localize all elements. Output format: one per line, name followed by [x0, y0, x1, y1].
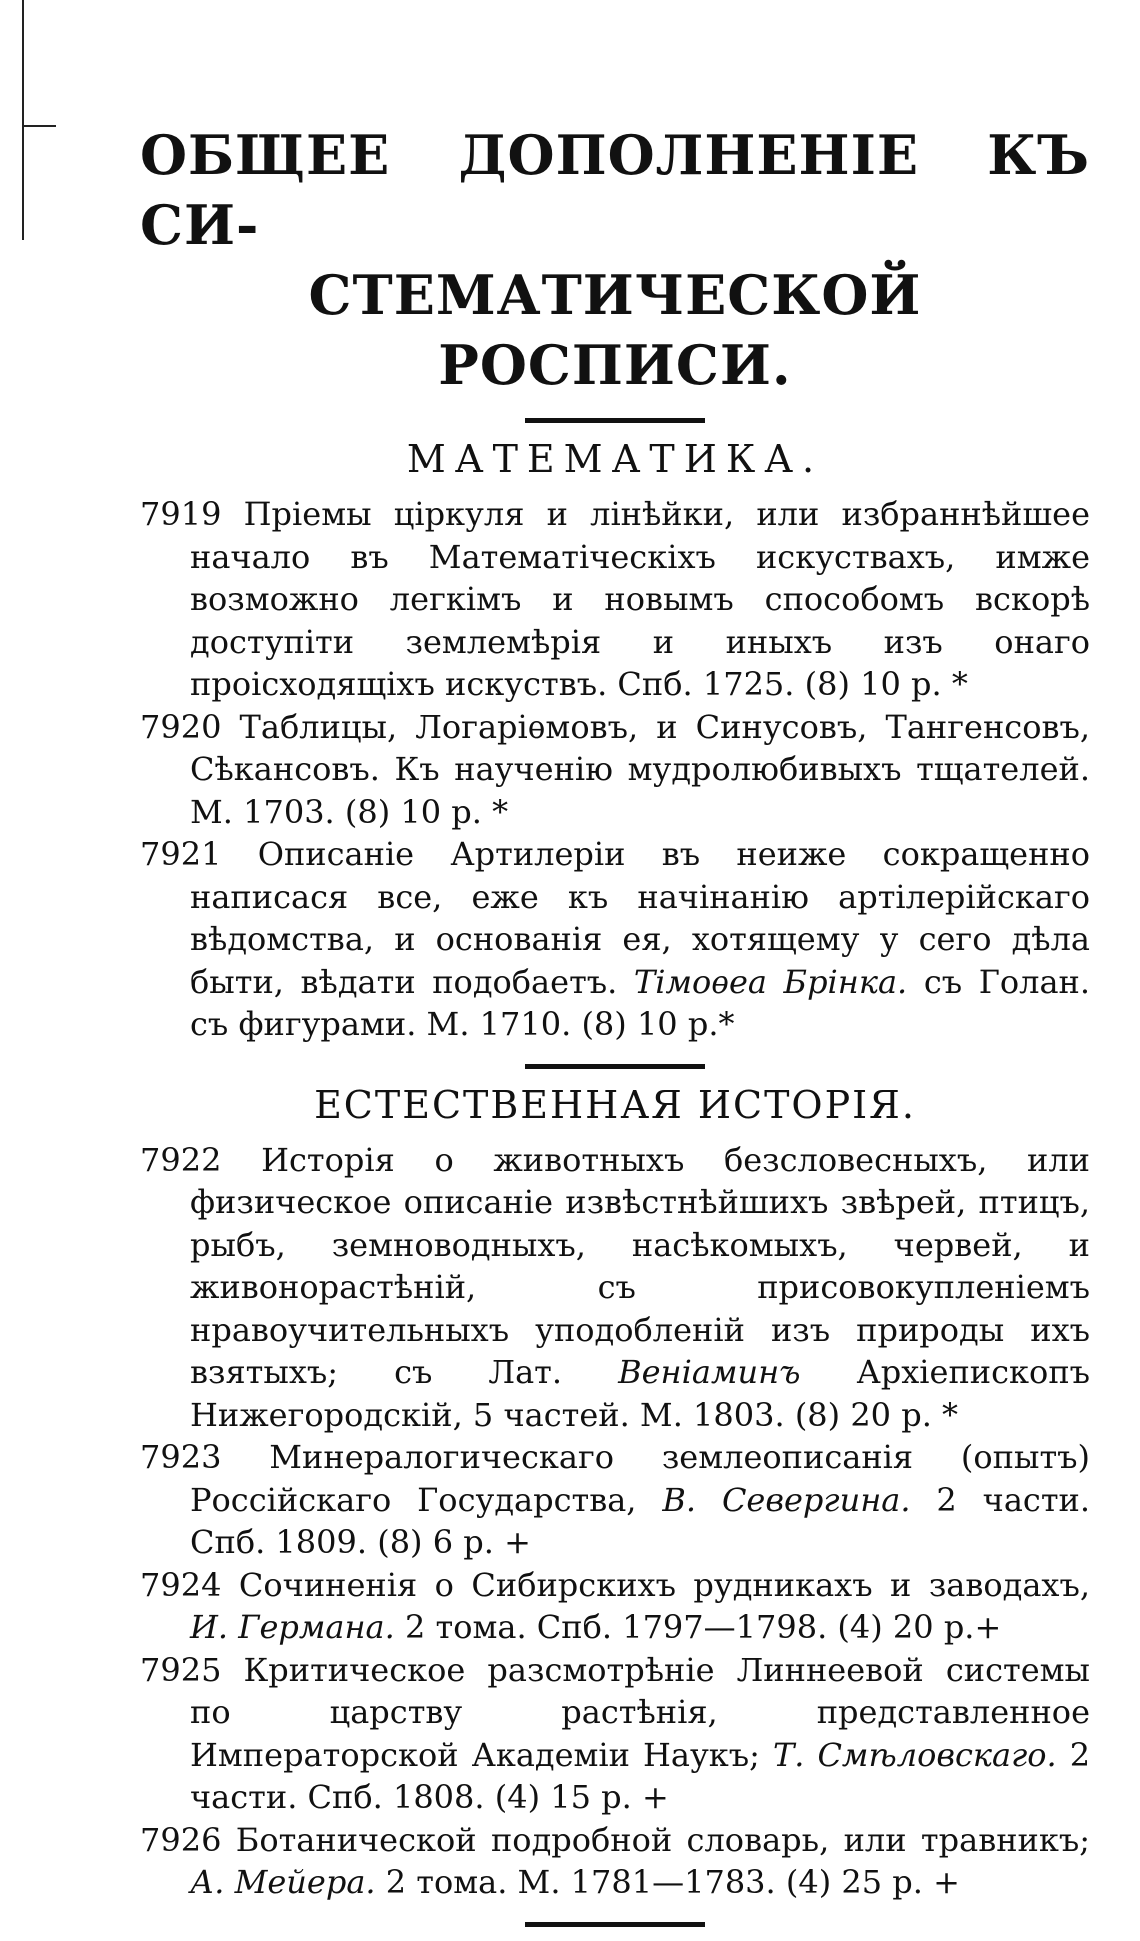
page-title — [140, 120, 1090, 400]
entry-author: В. Севергина. — [662, 1480, 911, 1519]
entry-number: 7926 — [140, 1820, 222, 1859]
entry-text: Сочиненія о Сибирскихъ рудникахъ и заводахъ, — [238, 1565, 1091, 1604]
entry-text: Исторія о животныхъ безсловесныхъ, или физическое описаніе извѣстнѣйшихъ звѣрей, птицъ, рыбъ, земноводныхъ, насѣкомыхъ, червей, и живонорастѣній, съ присовокупленіемъ нравоучительныхъ уподобленій изъ природы ихъ взятыхъ; съ Лат. — [190, 1140, 1091, 1391]
section-heading-natural-history: ЕСТЕСТВЕННАЯ ИСТОРІЯ. — [314, 1082, 916, 1127]
margin-line — [22, 0, 24, 240]
entry-author: А. Мейера. — [190, 1863, 376, 1901]
entry-number: 7925 — [140, 1650, 222, 1689]
section-heading-mathematics: МАТЕМАТИКА. — [406, 437, 824, 481]
entry-text-after: Архіепископъ Нижегородскій, 5 частей. М. 1803. (8) 20 р. * — [190, 1353, 1090, 1434]
entry-number: 7921 — [140, 835, 222, 873]
entry-text: Минералогическаго землеописанія (опытъ) Россійскаго Государства, — [190, 1438, 1091, 1519]
entry-text-after: 2 тома. М. 1781—1783. (4) 25 р. + — [385, 1863, 960, 1901]
entry-number: 7924 — [140, 1565, 222, 1604]
entry-text: Описаніе Артилеріи въ неиже сокращенно написася все, еже къ начінанію артілерійскаго вѣдомства, и основанія ея, хотящему у сего дѣла быти, вѣдати подобаетъ. — [190, 835, 1090, 1001]
divider-rule — [525, 418, 705, 423]
entry-text-after: 2 части. Спб. 1808. (4) 15 р. + — [190, 1735, 1091, 1816]
catalog-entry-7924 — [140, 1564, 1090, 1649]
entry-number: 7920 — [140, 707, 222, 746]
entry-text: Критическое разсмотрѣніе Линнеевой системы по царству растѣнія, представленное Императорской Академіи Наукъ; — [190, 1650, 1090, 1774]
entry-author: Веніаминъ — [618, 1353, 801, 1391]
catalog-entry-7925 — [140, 1649, 1090, 1819]
catalog-entry-7921 — [140, 833, 1090, 1046]
entry-text: Таблицы, Логаріѳмовъ, и Синусовъ, Тангенсовъ, Сѣкансовъ. Къ наученію мудролюбивыхъ тщателей. М. 1703. (8) 10 р. * — [190, 707, 1090, 831]
entry-text-after: 2 части. Спб. 1809. (8) 6 р. + — [190, 1480, 1091, 1561]
divider-rule — [525, 1064, 705, 1069]
margin-tick — [22, 125, 56, 127]
catalog-entry-7920 — [140, 706, 1090, 834]
page-content — [140, 120, 1090, 1941]
catalog-entry-7923 — [140, 1436, 1090, 1564]
catalog-entry-7919 — [140, 493, 1090, 706]
entry-number: 7923 — [140, 1438, 222, 1476]
entry-text: Пріемы ціркуля и лінѣйки, или избраннѣйшее начало въ Математіческіхъ искуствахъ, имже возможно легкімъ и новымъ способомъ вскорѣ доступіти землемѣрія и иныхъ изъ онаго проісходящіхъ искуствъ. Спб. 1725. (8) 10 р. * — [190, 495, 1091, 703]
entry-author: И. Германа. — [190, 1608, 395, 1646]
entry-author: Т. Смѣловскаго. — [772, 1735, 1057, 1774]
entry-author: Тімоѳеа Брінка. — [633, 962, 908, 1001]
entry-text-after: 2 тома. Спб. 1797—1798. (4) 20 р.+ — [404, 1608, 1002, 1646]
title-line-2: СТЕМАТИЧЕСКОЙ РОСПИСИ. — [308, 263, 922, 397]
catalog-entry-7922 — [140, 1139, 1090, 1437]
entry-text-after: съ Голан. съ фигурами. М. 1710. (8) 10 р.* — [190, 962, 1091, 1043]
entry-number: 7922 — [140, 1140, 222, 1179]
divider-rule — [525, 1922, 705, 1927]
entry-text: Ботанической подробной словарь, или травникъ; — [235, 1820, 1091, 1859]
title-line-1: ОБЩЕЕ ДОПОЛНЕНІЕ КЪ СИ- — [140, 123, 1090, 257]
entry-number: 7919 — [140, 495, 222, 533]
